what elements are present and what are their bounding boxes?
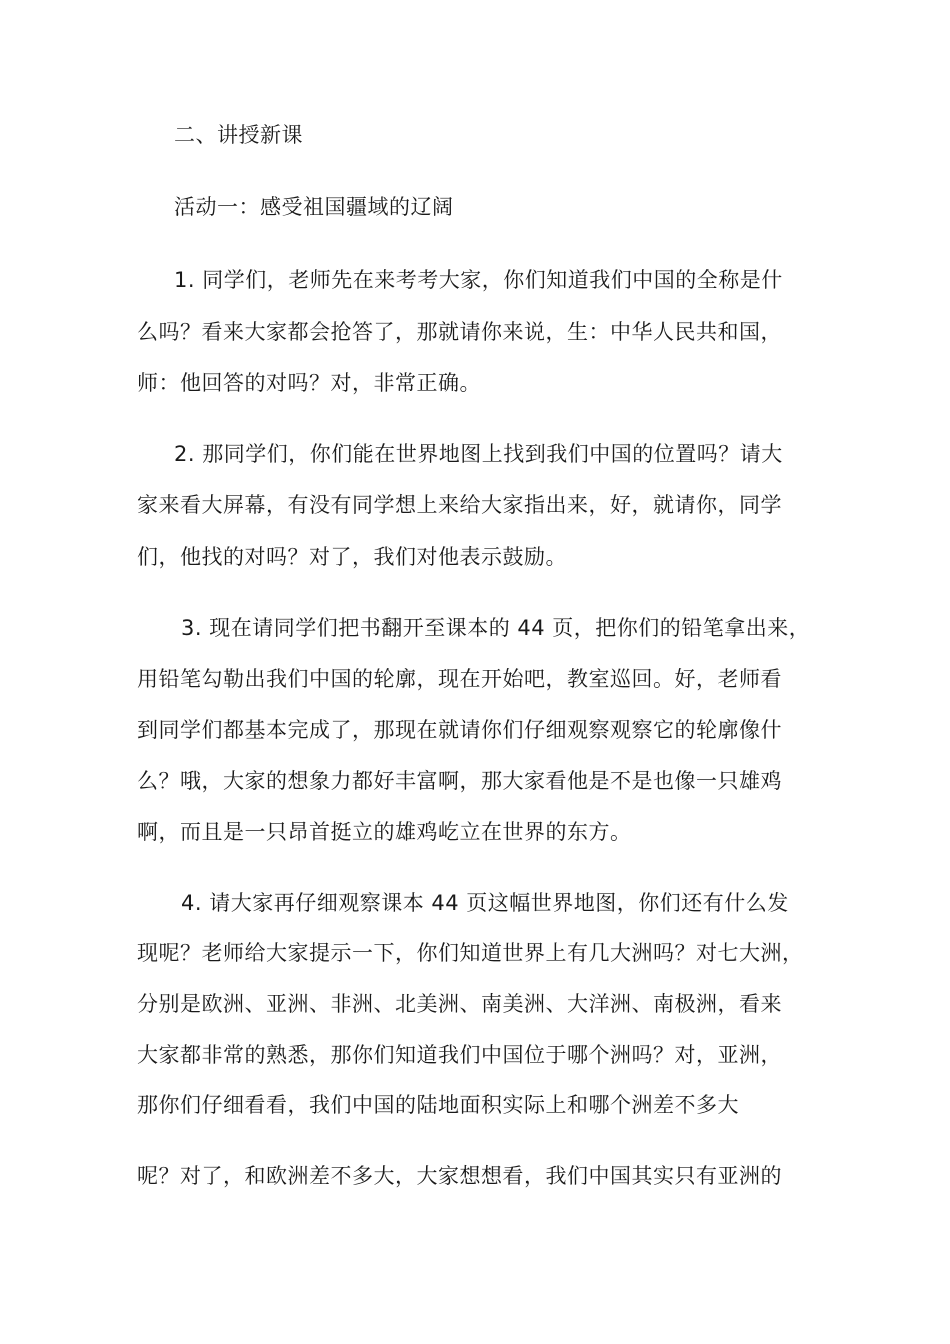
- paragraph-4-line-2: 现呢？老师给大家提示一下，你们知道世界上有几大洲吗？对七大洲，: [137, 941, 804, 965]
- paragraph-1-line-1: 1. 同学们，老师先在来考考大家，你们知道我们中国的全称是什: [174, 268, 783, 292]
- paragraph-2-line-3: 们，他找的对吗？对了，我们对他表示鼓励。: [137, 545, 567, 569]
- section-title: 二、讲授新课: [174, 123, 303, 147]
- paragraph-4-line-1: 4. 请大家再仔细观察课本 44 页这幅世界地图，你们还有什么发: [181, 891, 789, 915]
- paragraph-3-line-1: 3. 现在请同学们把书翻开至课本的 44 页，把你们的铅笔拿出来，: [181, 616, 811, 640]
- paragraph-1-line-3: 师：他回答的对吗？对，非常正确。: [137, 371, 481, 395]
- activity-title: 活动一：感受祖国疆域的辽阔: [174, 195, 454, 219]
- paragraph-4-line-5: 那你们仔细看看，我们中国的陆地面积实际上和哪个洲差不多大: [137, 1093, 739, 1117]
- paragraph-3-line-2: 用铅笔勾勒出我们中国的轮廓，现在开始吧，教室巡回。好，老师看: [137, 667, 782, 691]
- paragraph-2-line-1: 2. 那同学们，你们能在世界地图上找到我们中国的位置吗？请大: [174, 442, 783, 466]
- paragraph-4-line-3: 分别是欧洲、亚洲、非洲、北美洲、南美洲、大洋洲、南极洲，看来: [137, 992, 782, 1016]
- paragraph-3-line-4: 么？哦，大家的想象力都好丰富啊，那大家看他是不是也像一只雄鸡: [137, 769, 782, 793]
- paragraph-3-line-3: 到同学们都基本完成了，那现在就请你们仔细观察观察它的轮廓像什: [137, 718, 782, 742]
- paragraph-3-line-5: 啊，而且是一只昂首挺立的雄鸡屹立在世界的东方。: [137, 820, 632, 844]
- continuation-line-1: 呢？对了，和欧洲差不多大，大家想想看，我们中国其实只有亚洲的: [137, 1164, 782, 1188]
- paragraph-1-line-2: 么吗？看来大家都会抢答了，那就请你来说，生：中华人民共和国，: [137, 320, 782, 344]
- paragraph-2-line-2: 家来看大屏幕，有没有同学想上来给大家指出来，好，就请你，同学: [137, 493, 782, 517]
- paragraph-4-line-4: 大家都非常的熟悉，那你们知道我们中国位于哪个洲吗？对，亚洲，: [137, 1043, 782, 1067]
